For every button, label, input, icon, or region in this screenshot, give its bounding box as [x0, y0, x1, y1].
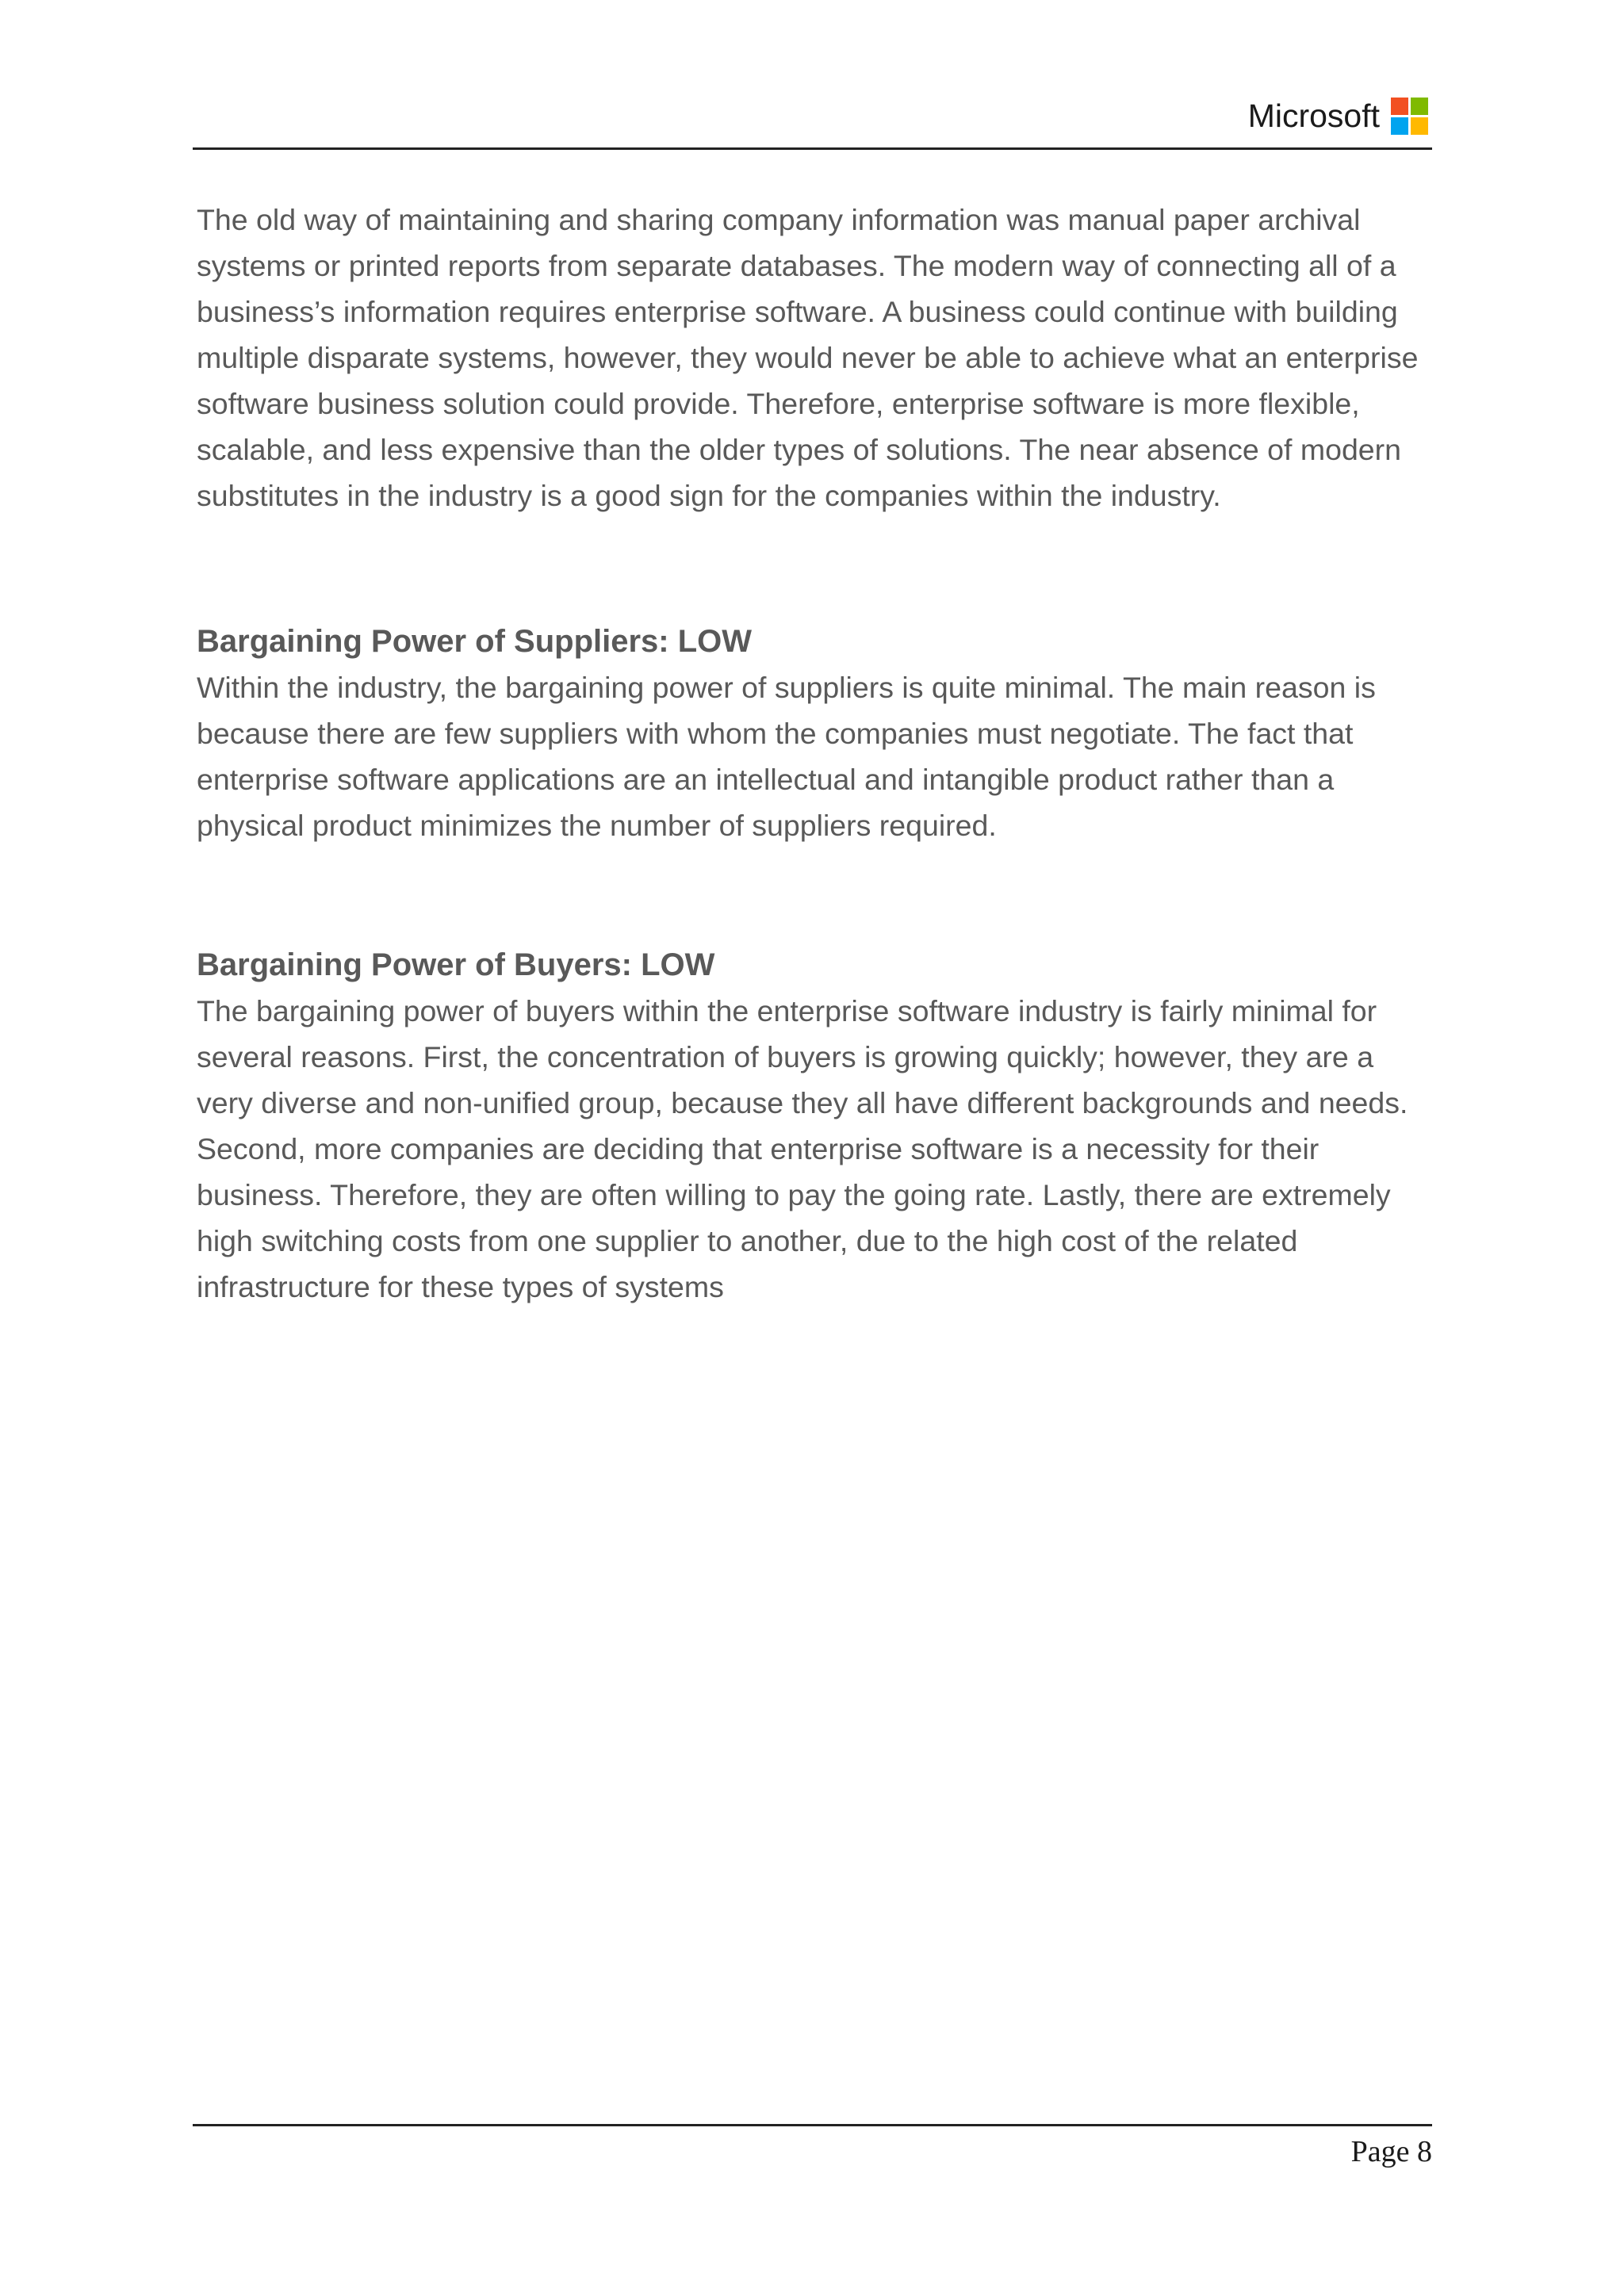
logo-square-red: [1391, 98, 1408, 115]
section-paragraph: The bargaining power of buyers within the enterprise software industry is fairly minimal for several reasons. First, the concentration of buyers is growing quickly; however, they are a very diverse and non-unified group, because they all have different backgrounds and needs. Second, more companies are deciding that enterprise software is a necessity for their business. Therefore, they are often willing to pay the going rate. Lastly, there are extremely high switching costs from one supplier to another, due to the high cost of the related infrastructure for these types of systems: [197, 994, 1408, 1303]
section-heading: Bargaining Power of Suppliers: LOW: [197, 624, 753, 659]
logo-square-blue: [1391, 117, 1408, 135]
page-footer: [193, 2124, 1432, 2168]
page-number: Page 8: [1350, 2135, 1432, 2168]
section-paragraph: Within the industry, the bargaining power of suppliers is quite minimal. The main reason is because there are few suppliers with whom the companies must negotiate. The fact that enterprise software applications are an intellectual and intangible product rather than a physical product minimizes the number of suppliers required.: [197, 671, 1376, 842]
brand-name: Microsoft: [1247, 98, 1380, 134]
logo-square-green: [1411, 98, 1428, 115]
logo-square-yellow: [1411, 117, 1428, 135]
section-heading: Bargaining Power of Buyers: LOW: [197, 947, 715, 982]
microsoft-logo-icon: [1391, 98, 1429, 136]
section-suppliers: [197, 618, 1434, 848]
page-header: [193, 94, 1432, 150]
section-buyers: [197, 942, 1434, 1310]
intro-paragraph: The old way of maintaining and sharing company information was manual paper archival systems or printed reports from separate databases. The modern way of connecting all of a business’s information requires enterprise software. A business could continue with building multiple disparate systems, however, they would never be able to achieve what an enterprise software business solution could provide. Therefore, enterprise software is more flexible, scalable, and less expensive than the older types of solutions. The near absence of modern substitutes in the industry is a good sign for the companies within the industry.: [197, 203, 1419, 512]
document-body: [197, 197, 1434, 1310]
